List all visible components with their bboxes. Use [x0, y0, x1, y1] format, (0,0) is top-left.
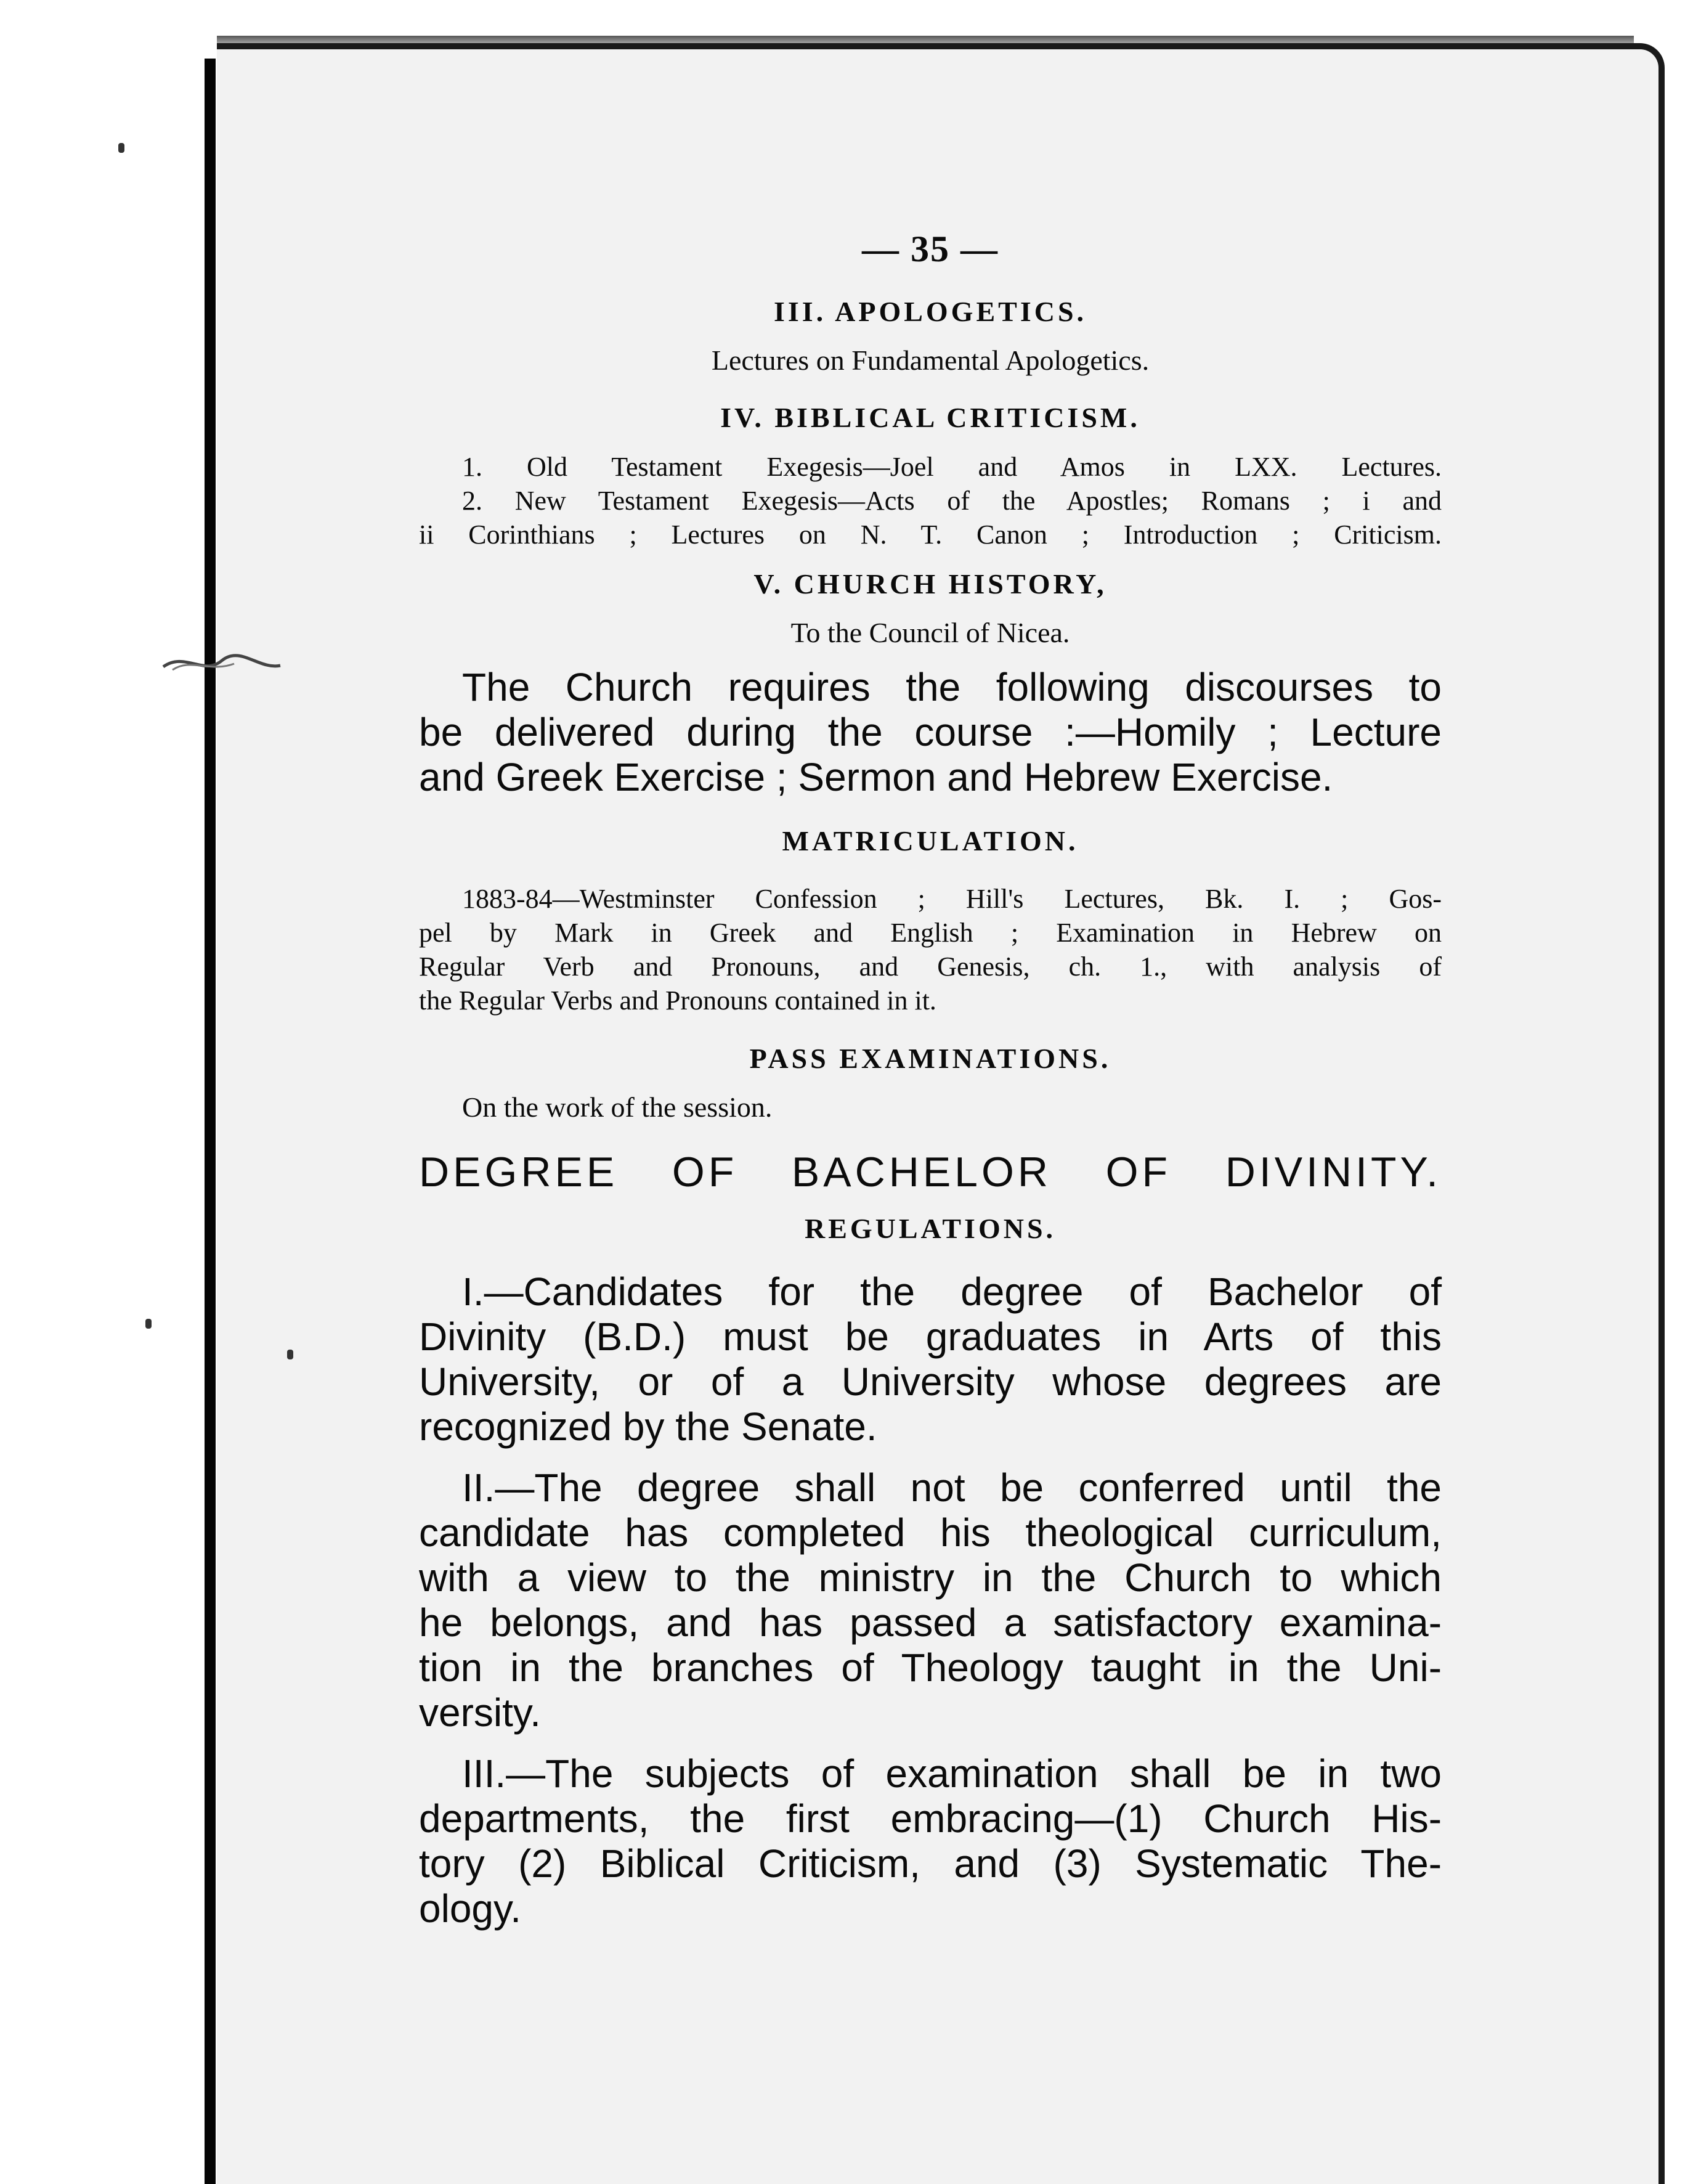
text-line: III.—The subjects of examination shall be in two: [462, 1751, 1442, 1796]
text-line: versity.: [419, 1690, 541, 1735]
text-line: 1883-84—Westminster Confession ; Hill's Lectures, Bk. I. ; Gos-: [462, 884, 1442, 914]
regulation-2: [419, 1465, 1442, 1735]
biblical-criticism-list: [419, 450, 1442, 552]
book-spine: [205, 59, 216, 2184]
discourses-paragraph: [419, 665, 1442, 800]
page-content: [419, 228, 1442, 1931]
text-line: The Church requires the following discourses to: [462, 665, 1442, 709]
text-line: departments, the first embracing—(1) Church His-: [419, 1796, 1442, 1841]
text-line: candidate has completed his theological curriculum,: [419, 1510, 1442, 1555]
regulations-heading: REGULATIONS.: [804, 1213, 1057, 1244]
church-history-heading: V. CHURCH HISTORY,: [753, 568, 1107, 600]
page-number: — 35 —: [862, 229, 999, 269]
text-line: and Greek Exercise ; Sermon and Hebrew Exercise.: [419, 755, 1333, 799]
regulation-3: [419, 1751, 1442, 1931]
scan-margin: [0, 0, 209, 2184]
church-history-text: To the Council of Nicea.: [790, 617, 1070, 648]
text-line: University, or of a University whose degrees are: [419, 1359, 1442, 1404]
pass-examinations-text: On the work of the session.: [462, 1091, 773, 1123]
biblical-criticism-heading: IV. BIBLICAL CRITICISM.: [720, 402, 1140, 433]
text-line: with a view to the ministry in the Church to which: [419, 1555, 1442, 1600]
list-item: 1. Old Testament Exegesis—Joel and Amos in LXX. Lectures.: [462, 452, 1442, 482]
binding-thread-icon: [160, 648, 283, 679]
text-line: the Regular Verbs and Pronouns contained in it.: [419, 985, 936, 1016]
text-line: I.—Candidates for the degree of Bachelor of: [462, 1269, 1442, 1314]
scan-speck: [287, 1350, 293, 1359]
text-line: be delivered during the course :—Homily ; Lecture: [419, 710, 1442, 754]
text-line: recognized by the Senate.: [419, 1404, 877, 1449]
text-line: he belongs, and has passed a satisfactory examina-: [419, 1600, 1442, 1645]
matriculation-heading: MATRICULATION.: [782, 825, 1079, 857]
pass-examinations-heading: PASS EXAMINATIONS.: [749, 1043, 1111, 1074]
scan-speck: [145, 1319, 152, 1329]
text-line: II.—The degree shall not be conferred until the: [462, 1465, 1442, 1510]
regulation-1: [419, 1269, 1442, 1449]
scan-speck: [118, 143, 124, 153]
list-item: ii Corinthians ; Lectures on N. T. Canon ; Introduction ; Criticism.: [419, 520, 1442, 550]
text-line: Divinity (B.D.) must be graduates in Arts of this: [419, 1314, 1442, 1359]
text-line: ology.: [419, 1886, 522, 1931]
text-line: tory (2) Biblical Criticism, and (3) Systematic The-: [419, 1841, 1442, 1886]
text-line: Regular Verb and Pronouns, and Genesis, ch. 1., with analysis of: [419, 951, 1442, 982]
apologetics-heading: III. APOLOGETICS.: [773, 296, 1087, 327]
matriculation-paragraph: [419, 882, 1442, 1017]
apologetics-text: Lectures on Fundamental Apologetics.: [711, 344, 1150, 376]
list-item: 2. New Testament Exegesis—Acts of the Apostles; Romans ; i and: [462, 486, 1442, 516]
text-line: tion in the branches of Theology taught in the Uni-: [419, 1645, 1442, 1690]
text-line: pel by Mark in Greek and English ; Examination in Hebrew on: [419, 918, 1442, 948]
degree-title: DEGREE OF BACHELOR OF DIVINITY.: [419, 1149, 1442, 1196]
